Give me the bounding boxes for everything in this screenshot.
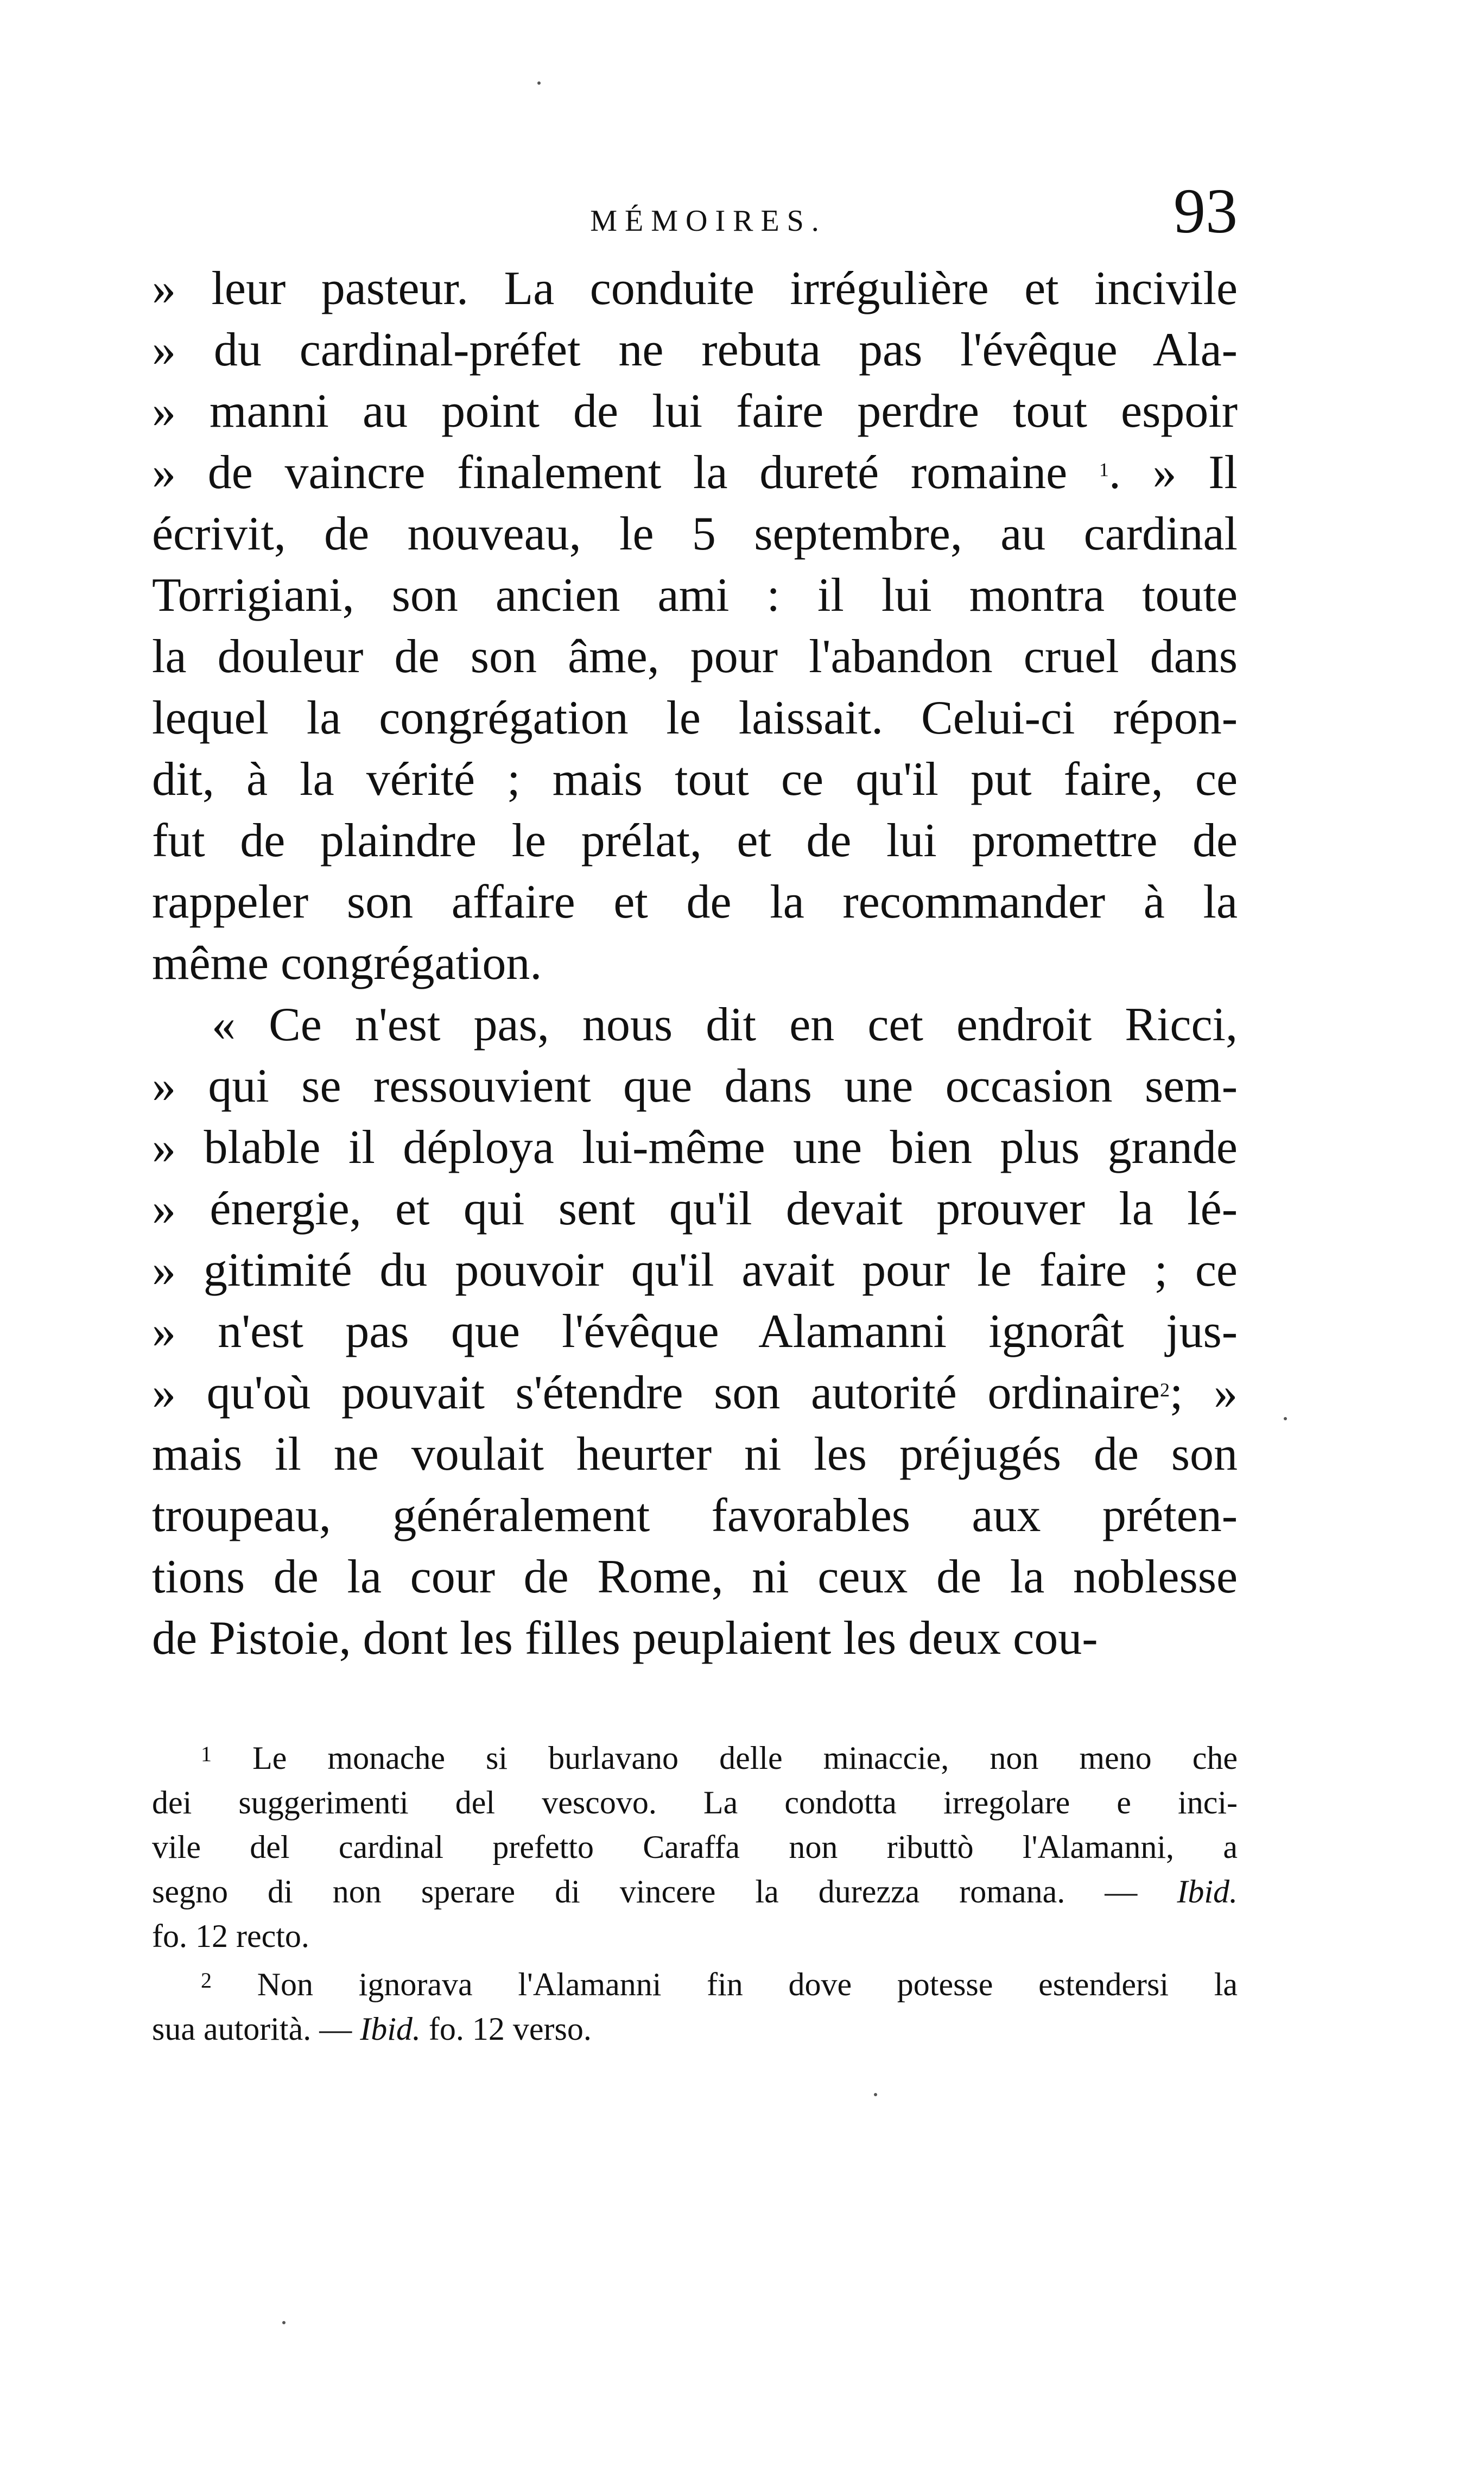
- footnote-line: fo. 12 recto.: [152, 1918, 309, 1954]
- text-line: [152, 1362, 1238, 1424]
- text-line: écrivit, de nouveau, le 5 septembre, au cardinal: [152, 508, 1238, 560]
- text-line: » leur pasteur. La conduite irrégulière et incivile: [152, 262, 1238, 315]
- text-line: rappeler son affaire et de la recommander à la: [152, 876, 1238, 928]
- footnote-marker-1: 1: [201, 1742, 212, 1766]
- text-line: tions de la cour de Rome, ni ceux de la noblesse: [152, 1551, 1238, 1603]
- footnote-text: segno di non sperare di vincere la durezza romana. —: [152, 1874, 1138, 1909]
- text-line: dit, à la vérité ; mais tout ce qu'il put faire, ce: [152, 753, 1238, 806]
- footnote-line: [152, 2007, 1238, 2051]
- footnote-text: sua autorità. —: [152, 2011, 352, 2047]
- footnote-line: [152, 1958, 1238, 2007]
- footnote-ibid: Ibid.: [360, 2011, 421, 2047]
- text-line: mais il ne voulait heurter ni les préjugés de son: [152, 1428, 1238, 1481]
- page-header: [179, 175, 1238, 246]
- text-line: « Ce n'est pas, nous dit en cet endroit Ricci,: [212, 998, 1238, 1051]
- footnotes: [152, 1732, 1238, 2051]
- footnote-line: dei suggerimenti del vescovo. La condotta irregolare e inci-: [152, 1785, 1238, 1820]
- text-line: de Pistoie, dont les filles peuplaient les deux cou-: [152, 1612, 1098, 1665]
- main-text: [152, 258, 1238, 1669]
- footnote-text: Non ignorava l'Alamanni fin dove potesse estendersi la: [257, 1966, 1238, 2002]
- ink-speck: [874, 2093, 877, 2096]
- text-line: » blable il déploya lui-même une bien plus grande: [152, 1121, 1238, 1174]
- text-line: lequel la congrégation le laissait. Celui-ci répon-: [152, 692, 1238, 744]
- footnote-marker-2: 2: [201, 1968, 212, 1993]
- text-line: fut de plaindre le prélat, et de lui promettre de: [152, 814, 1238, 867]
- text-line: même congrégation.: [152, 937, 542, 990]
- text-line: Torrigiani, son ancien ami : il lui montra toute: [152, 569, 1238, 622]
- text-line: troupeau, généralement favorables aux préten-: [152, 1489, 1238, 1542]
- text-line: » qui se ressouvient que dans une occasion sem-: [152, 1060, 1238, 1112]
- text-line: » n'est pas que l'évêque Alamanni ignorât jus-: [152, 1305, 1238, 1358]
- text-line-end: . » Il: [1108, 446, 1238, 499]
- text-line-start: » qu'où pouvait s'étendre son autorité ordinaire: [152, 1367, 1160, 1419]
- ink-speck: [1284, 1417, 1287, 1420]
- text-line-end: ; »: [1169, 1367, 1238, 1419]
- page-number: 93: [1174, 175, 1238, 246]
- footnote-ref-1: 1: [1099, 459, 1109, 480]
- text-line: la douleur de son âme, pour l'abandon cruel dans: [152, 630, 1238, 683]
- footnote-ibid: Ibid.: [1177, 1874, 1238, 1909]
- ink-speck: [282, 2321, 286, 2324]
- text-line: [152, 442, 1238, 503]
- text-line: » gitimité du pouvoir qu'il avait pour le faire ; ce: [152, 1244, 1238, 1297]
- footnote-text: fo. 12 verso.: [428, 2011, 592, 2047]
- ink-speck: [537, 81, 541, 85]
- text-line: » énergie, et qui sent qu'il devait prouver la lé-: [152, 1182, 1238, 1235]
- footnote-text: Le monache si burlavano delle minaccie, non meno che: [252, 1740, 1238, 1776]
- footnote-line: [152, 1732, 1238, 1780]
- text-line: » manni au point de lui faire perdre tout espoir: [152, 385, 1238, 438]
- running-head: MÉMOIRES.: [590, 204, 827, 238]
- text-line: » du cardinal-préfet ne rebuta pas l'évêque Ala-: [152, 324, 1238, 376]
- text-line-start: » de vaincre finalement la dureté romaine: [152, 446, 1068, 499]
- footnote-line: vile del cardinal prefetto Caraffa non ributtò l'Alamanni, a: [152, 1829, 1238, 1865]
- footnote-line: [152, 1869, 1238, 1914]
- footnote-ref-2: 2: [1159, 1379, 1170, 1401]
